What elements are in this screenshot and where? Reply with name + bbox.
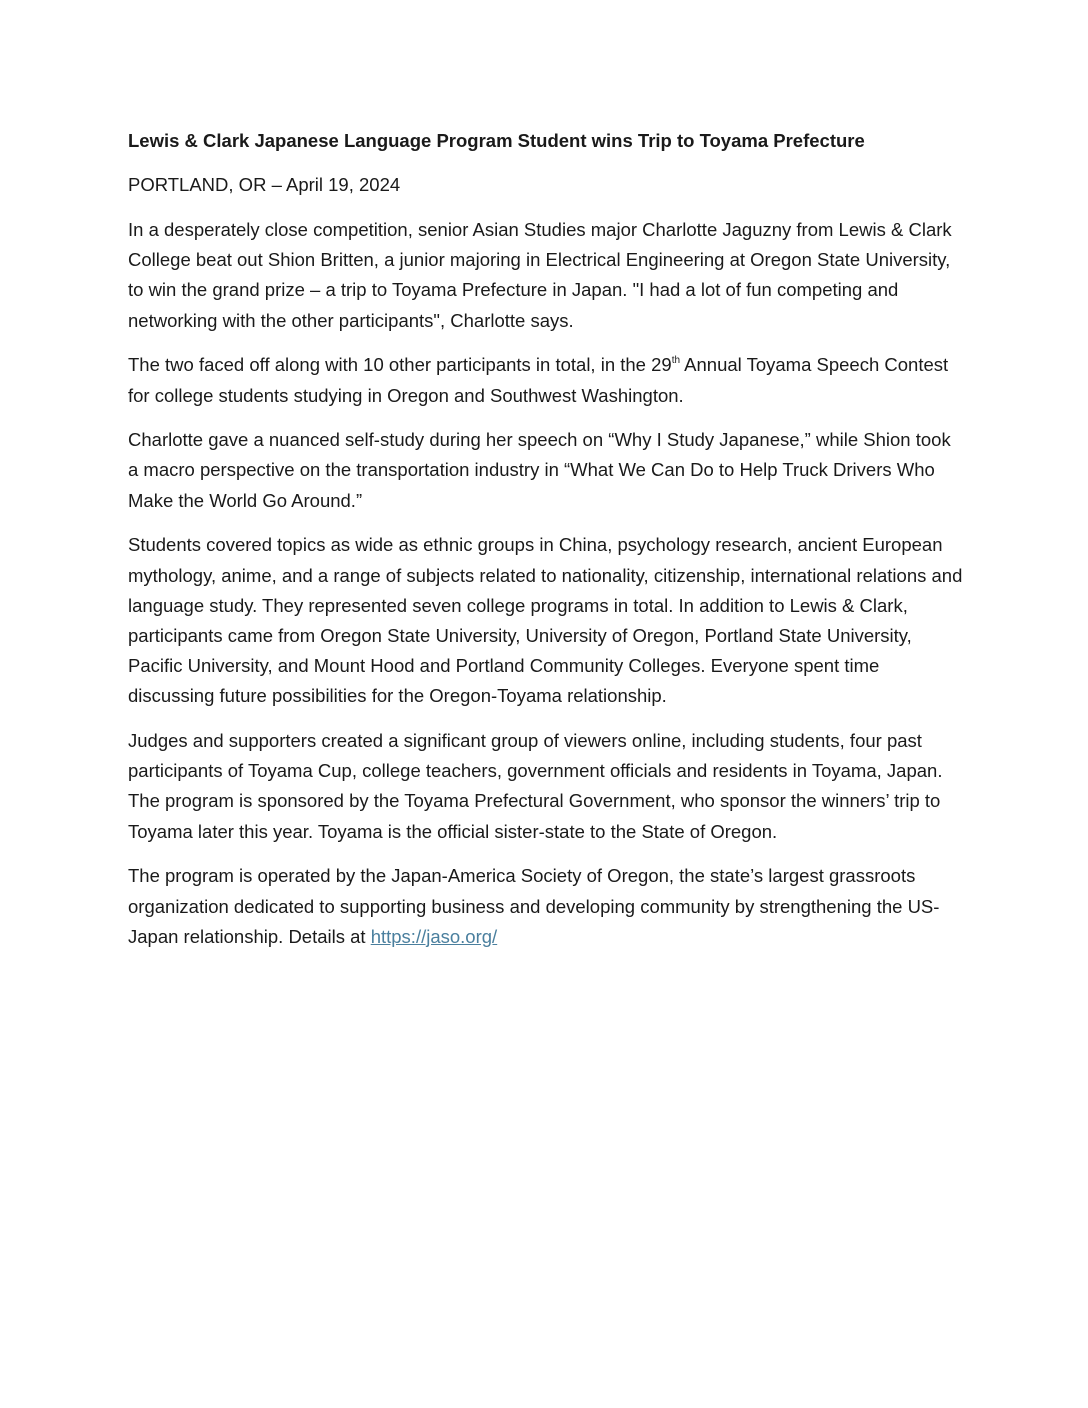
- paragraph-4: Students covered topics as wide as ethnic groups in China, psychology research, ancient European mythology, anime, and a range of subjects related to nationality, citizenship, international relations and language study. They represented seven college programs in total. In addition to Lewis & Clark, participants came from Oregon State University, University of Oregon, Portland State University, Pacific University, and Mount Hood and Portland Community Colleges. Everyone spent time discussing future possibilities for the Oregon-Toyama relationship.: [128, 534, 963, 707]
- dateline: PORTLAND, OR – April 19, 2024: [128, 174, 401, 195]
- paragraph-6: [128, 861, 964, 952]
- paragraph-3: Charlotte gave a nuanced self-study during her speech on “Why I Study Japanese,” while Shion took a macro perspective on the transportation industry in “What We Can Do to Help Truck Drivers Who Make the World Go Around.”: [128, 429, 951, 511]
- paragraph-2-text-a: The two faced off along with 10 other participants in total, in the 29: [128, 354, 672, 376]
- jaso-website-link[interactable]: https://jaso.org/: [370, 925, 498, 947]
- headline: Lewis & Clark Japanese Language Program Student wins Trip to Toyama Prefecture: [128, 130, 865, 151]
- paragraph-2-text-b: Annual Toyama Speech Contest for college students studying in Oregon and Southwest Washington.: [128, 354, 949, 406]
- paragraph-2: [128, 350, 964, 410]
- ordinal-suffix: th: [671, 355, 681, 367]
- paragraph-1: In a desperately close competition, senior Asian Studies major Charlotte Jaguzny from Lewis & Clark College beat out Shion Britten, a junior majoring in Electrical Engineering at Oregon State University, to win the grand prize – a trip to Toyama Prefecture in Japan. "I had a lot of fun competing and networking with the other participants", Charlotte says.: [128, 219, 952, 331]
- paragraph-5: Judges and supporters created a significant group of viewers online, including students, four past participants of Toyama Cup, college teachers, government officials and residents in Toyama, Japan. The program is sponsored by the Toyama Prefectural Government, who sponsor the winners’ trip to Toyama later this year. Toyama is the official sister-state to the State of Oregon.: [128, 730, 943, 842]
- paragraph-6-text: The program is operated by the Japan-America Society of Oregon, the state’s largest grassroots organization dedicated to supporting business and developing community by strengthening the US-Japan relationship. Details at: [128, 865, 940, 947]
- press-release: [128, 128, 964, 966]
